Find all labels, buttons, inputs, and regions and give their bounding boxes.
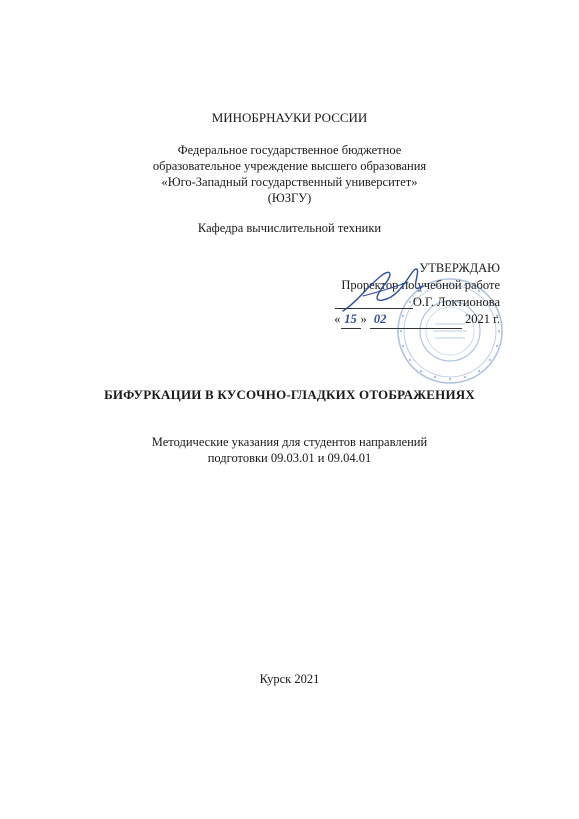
ministry-name: МИНОБРНАУКИ РОССИИ [211,110,368,125]
approver-name: О.Г. Локтионова [412,295,500,309]
org-name-line-3: «Юго-Западный государственный университет» [161,175,418,189]
org-name-line-2: образовательное учреждение высшего образования [152,159,427,173]
date-open-quote: « [334,312,341,326]
city-year: Курск 2021 [259,672,320,686]
handwritten-signature [333,256,473,326]
date-day: 15 [341,311,361,329]
org-name-line-1: Федеральное государственное бюджетное [177,143,402,157]
approver-position: Проректор по учебной работе [341,278,500,292]
document-subtitle-line-2: подготовки 09.03.01 и 09.04.01 [207,451,372,465]
document-title: БИФУРКАЦИИ В КУСОЧНО-ГЛАДКИХ ОТОБРАЖЕНИЯХ [104,387,475,402]
document-subtitle-line-1: Методические указания для студентов направлений [151,435,428,449]
approval-title: УТВЕРЖДАЮ [419,261,500,275]
org-abbreviation: (ЮЗГУ) [267,191,312,205]
date-year: 2021 г. [465,312,500,326]
date-month: 02 [370,311,462,329]
date-close-quote: » [360,312,367,326]
department-name: Кафедра вычислительной техники [197,221,382,235]
